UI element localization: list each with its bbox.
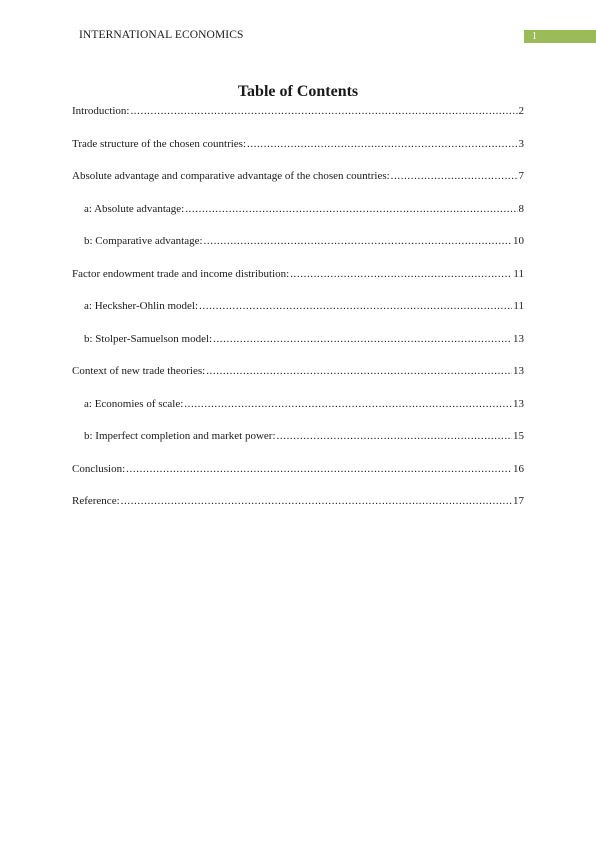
toc-entry-trade-structure[interactable] bbox=[72, 137, 524, 170]
dot-leader bbox=[204, 234, 512, 248]
toc-entry-page: 13 bbox=[513, 332, 524, 345]
running-header-title: INTERNATIONAL ECONOMICS bbox=[79, 29, 244, 41]
toc-entry-hecksher-ohlin[interactable] bbox=[72, 299, 524, 332]
toc-entry-label: a: Economies of scale: bbox=[84, 397, 184, 410]
toc-entry-page: 7 bbox=[518, 170, 524, 182]
dot-leader bbox=[206, 364, 512, 378]
toc-entry-conclusion[interactable] bbox=[72, 462, 524, 495]
toc-entry-label: Conclusion: bbox=[72, 462, 126, 475]
toc-entry-comparative-advantage[interactable] bbox=[72, 234, 524, 267]
dot-leader bbox=[185, 202, 517, 216]
toc-entry-page: 13 bbox=[513, 397, 524, 410]
dot-leader bbox=[126, 462, 512, 476]
toc-entry-new-trade-theories[interactable] bbox=[72, 364, 524, 397]
dot-leader bbox=[247, 137, 517, 151]
toc-entry-page: 10 bbox=[513, 235, 524, 247]
toc-entry-label: b: Comparative advantage: bbox=[84, 235, 203, 247]
toc-entry-absolute-comparative-advantage[interactable] bbox=[72, 169, 524, 202]
toc-entry-absolute-advantage[interactable] bbox=[72, 202, 524, 235]
dot-leader bbox=[290, 267, 512, 281]
toc-entry-label: a: Absolute advantage: bbox=[84, 202, 185, 215]
toc-entry-introduction[interactable] bbox=[72, 104, 524, 137]
toc-entry-label: Trade structure of the chosen countries: bbox=[72, 137, 247, 150]
dot-leader bbox=[213, 332, 512, 346]
toc-entry-label: b: Imperfect completion and market power: bbox=[84, 430, 276, 442]
toc-list bbox=[72, 104, 524, 527]
toc-entry-label: Introduction: bbox=[72, 105, 130, 117]
dot-leader bbox=[391, 169, 518, 183]
dot-leader bbox=[277, 429, 512, 443]
dot-leader bbox=[199, 299, 512, 313]
toc-entry-label: Reference: bbox=[72, 495, 120, 507]
toc-entry-stolper-samuelson[interactable] bbox=[72, 332, 524, 365]
toc-entry-page: 3 bbox=[518, 137, 524, 150]
toc-title: Table of Contents bbox=[237, 83, 359, 100]
toc-entry-page: 17 bbox=[513, 495, 524, 507]
toc-entry-page: 15 bbox=[513, 430, 524, 442]
toc-entry-page: 16 bbox=[513, 462, 524, 475]
toc-entry-page: 2 bbox=[518, 105, 524, 117]
page-number-badge: 1 bbox=[524, 30, 596, 43]
dot-leader bbox=[184, 397, 512, 411]
toc-entry-page: 8 bbox=[518, 202, 524, 215]
toc-entry-page: 11 bbox=[513, 267, 524, 280]
toc-entry-page: 13 bbox=[513, 365, 524, 377]
toc-entry-reference[interactable] bbox=[72, 494, 524, 527]
toc-entry-imperfect-completion[interactable] bbox=[72, 429, 524, 462]
toc-entry-page: 11 bbox=[513, 300, 524, 312]
toc-entry-label: Context of new trade theories: bbox=[72, 365, 206, 377]
toc-entry-label: Factor endowment trade and income distribution: bbox=[72, 267, 290, 280]
toc-entry-label: b: Stolper-Samuelson model: bbox=[84, 332, 213, 345]
dot-leader bbox=[121, 494, 512, 508]
toc-entry-label: Absolute advantage and comparative advantage of the chosen countries: bbox=[72, 170, 390, 182]
toc-entry-factor-endowment[interactable] bbox=[72, 267, 524, 300]
toc-entry-economies-of-scale[interactable] bbox=[72, 397, 524, 430]
toc-entry-label: a: Hecksher-Ohlin model: bbox=[84, 300, 199, 312]
dot-leader bbox=[130, 104, 517, 118]
